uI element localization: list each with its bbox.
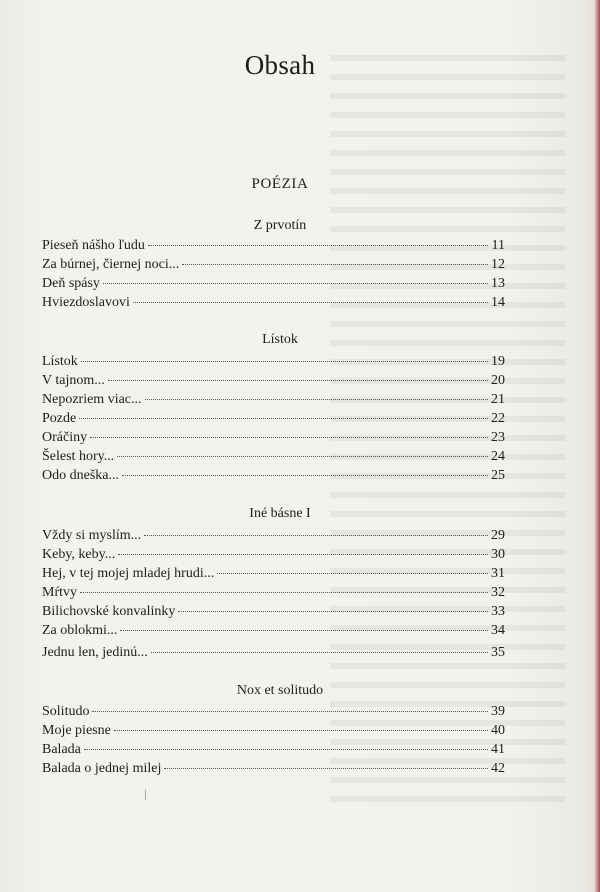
toc-entry[interactable] — [42, 428, 505, 448]
entry-title: Pozde — [42, 411, 77, 426]
entry-page: 35 — [491, 645, 505, 660]
entry-page: 19 — [491, 354, 505, 369]
toc-entry[interactable] — [42, 293, 505, 313]
toc-entry[interactable] — [42, 371, 505, 391]
toc-entry[interactable] — [42, 447, 505, 467]
toc-entry[interactable] — [42, 621, 505, 641]
entry-page: 13 — [491, 276, 505, 291]
leader-dots — [108, 379, 488, 381]
pencil-mark — [145, 790, 146, 800]
toc-entry[interactable] — [42, 390, 505, 410]
entry-page: 20 — [491, 373, 505, 388]
leader-dots — [217, 572, 488, 574]
toc-entry[interactable] — [42, 643, 505, 663]
entry-title: Lístok — [42, 354, 78, 369]
entry-page: 12 — [491, 257, 505, 272]
toc-entry[interactable] — [42, 466, 505, 486]
leader-dots — [114, 729, 488, 731]
section-title: Nox et solitudo — [236, 683, 324, 698]
entry-page: 33 — [491, 604, 505, 619]
toc-entry[interactable] — [42, 255, 505, 275]
leader-dots — [80, 591, 488, 593]
entry-page: 42 — [491, 761, 505, 776]
leader-dots — [148, 244, 488, 246]
entry-page: 30 — [491, 547, 505, 562]
entry-page: 23 — [491, 430, 505, 445]
toc-entry[interactable] — [42, 702, 505, 722]
entry-page: 34 — [491, 623, 505, 638]
leader-dots — [117, 455, 488, 457]
leader-dots — [145, 398, 488, 400]
entry-page: 32 — [491, 585, 505, 600]
entry-title: Deň spásy — [42, 276, 100, 291]
entry-title: Balada — [42, 742, 81, 757]
toc-entry[interactable] — [42, 352, 505, 372]
leader-dots — [103, 282, 488, 284]
toc-entry[interactable] — [42, 759, 505, 779]
toc-entry[interactable] — [42, 526, 505, 546]
section-title: Lístok — [262, 332, 298, 347]
entry-title: Nepozriem viac... — [42, 392, 142, 407]
entry-title: Moje piesne — [42, 723, 111, 738]
leader-dots — [122, 474, 488, 476]
entry-title: Za búrnej, čiernej noci... — [42, 257, 180, 272]
page-edge — [594, 0, 600, 892]
entry-title: V tajnom... — [42, 373, 105, 388]
entry-title: Solitudo — [42, 704, 90, 719]
leader-dots — [182, 263, 488, 265]
toc-entry[interactable] — [42, 583, 505, 603]
entry-title: Oráčiny — [42, 430, 88, 445]
toc-entry[interactable] — [42, 740, 505, 760]
toc-entry[interactable] — [42, 564, 505, 584]
entry-title: Mŕtvy — [42, 585, 77, 600]
entry-title: Balada o jednej milej — [42, 761, 162, 776]
entry-page: 39 — [491, 704, 505, 719]
entry-page: 41 — [491, 742, 505, 757]
leader-dots — [118, 553, 488, 555]
entry-title: Vždy si myslím... — [42, 528, 142, 543]
leader-dots — [84, 748, 488, 750]
entry-title: Bilichovské konvalinky — [42, 604, 176, 619]
entry-title: Šelest hory... — [42, 449, 115, 464]
entry-title: Za oblokmi... — [42, 623, 118, 638]
entry-title: Odo dneška... — [42, 468, 119, 483]
toc-entry[interactable] — [42, 545, 505, 565]
entry-page: 24 — [491, 449, 505, 464]
entry-page: 11 — [491, 238, 505, 253]
entry-title: Keby, keby... — [42, 547, 116, 562]
section-title: Z prvotín — [253, 218, 307, 233]
toc-entry[interactable] — [42, 721, 505, 741]
section-title: Iné básne I — [249, 506, 311, 521]
entry-page: 14 — [491, 295, 505, 310]
leader-dots — [90, 436, 488, 438]
leader-dots — [133, 301, 488, 303]
entry-page: 25 — [491, 468, 505, 483]
leader-dots — [79, 417, 488, 419]
leader-dots — [120, 629, 488, 631]
entry-title: Pieseň nášho ľudu — [42, 238, 145, 253]
leader-dots — [178, 610, 488, 612]
page-title: Obsah — [244, 50, 316, 80]
leader-dots — [151, 651, 488, 653]
entry-title: Hviezdoslavovi — [42, 295, 130, 310]
part-heading: POÉZIA — [251, 176, 309, 192]
entry-title: Hej, v tej mojej mladej hrudi... — [42, 566, 215, 581]
entry-page: 40 — [491, 723, 505, 738]
entry-page: 31 — [491, 566, 505, 581]
entry-page: 29 — [491, 528, 505, 543]
toc-entry[interactable] — [42, 409, 505, 429]
toc-entry[interactable] — [42, 236, 505, 256]
entry-title: Jednu len, jedinú... — [42, 645, 148, 660]
leader-dots — [81, 360, 488, 362]
leader-dots — [144, 534, 488, 536]
entry-page: 22 — [491, 411, 505, 426]
toc-entry[interactable] — [42, 602, 505, 622]
leader-dots — [92, 710, 488, 712]
toc-entry[interactable] — [42, 274, 505, 294]
leader-dots — [164, 767, 488, 769]
entry-page: 21 — [491, 392, 505, 407]
